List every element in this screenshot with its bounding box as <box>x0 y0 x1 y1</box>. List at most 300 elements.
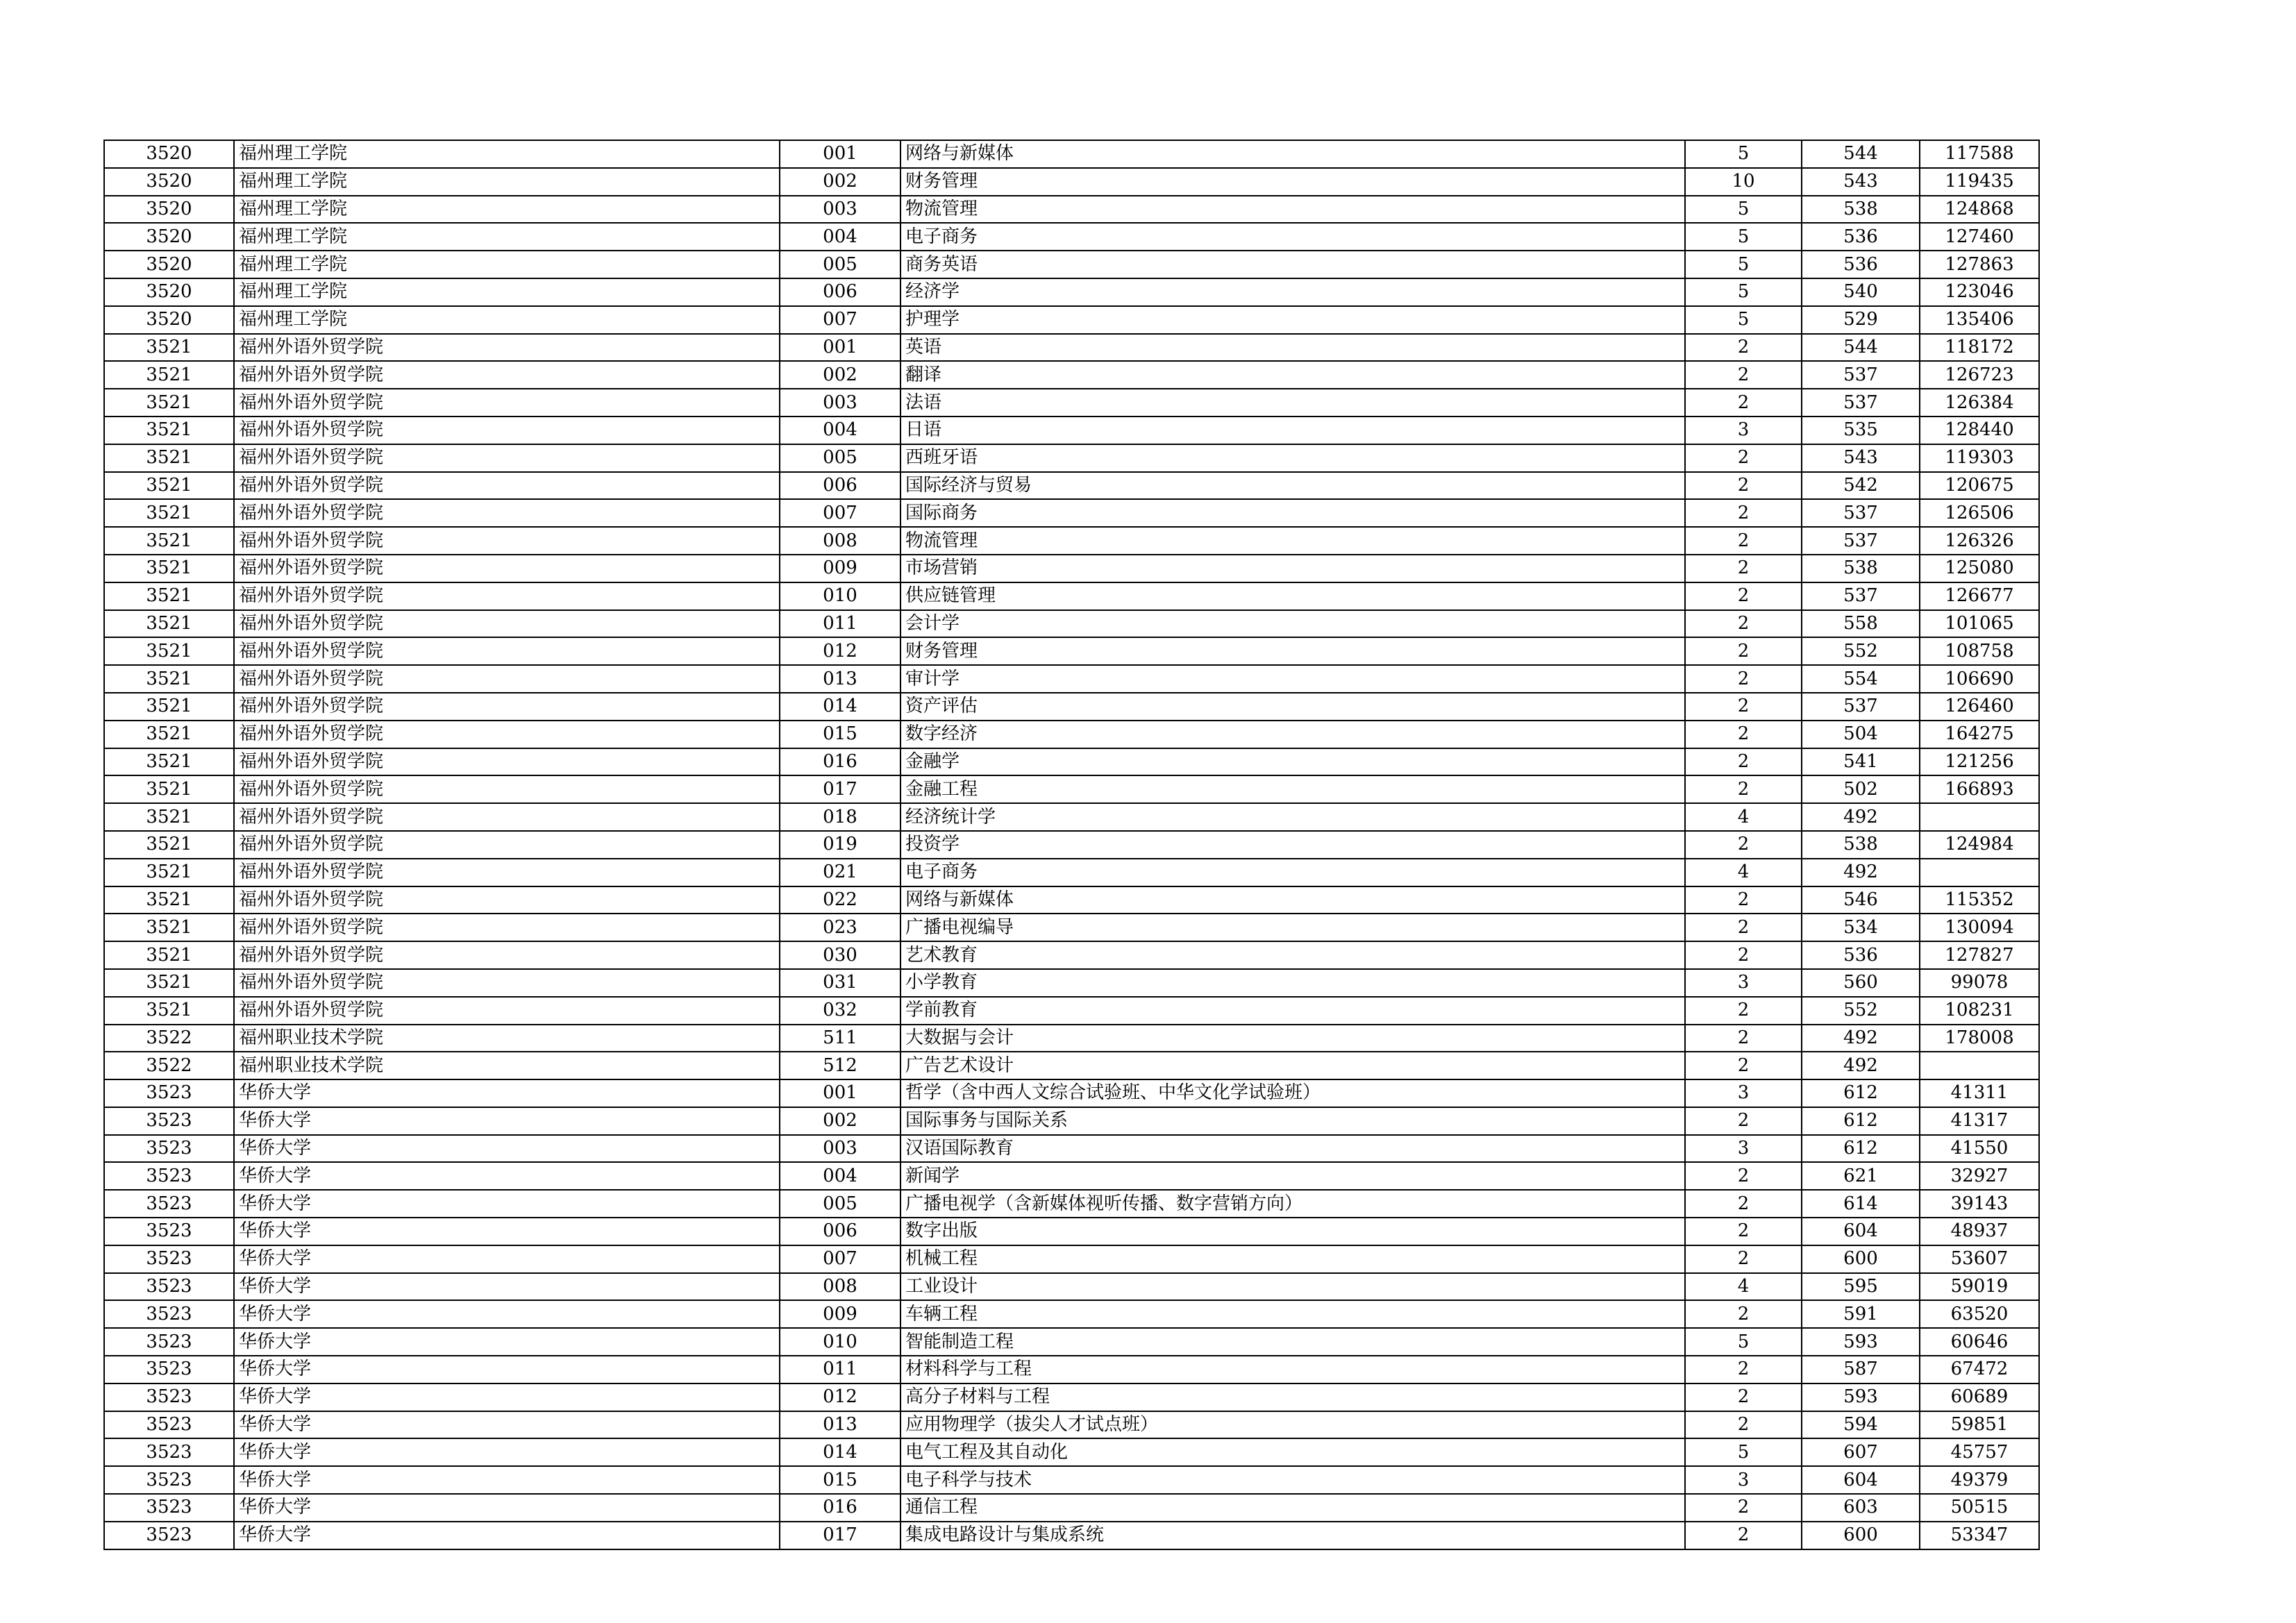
min-score-cell: 540 <box>1802 278 1920 306</box>
min-score-cell: 552 <box>1802 637 1920 665</box>
min-rank-cell: 126723 <box>1920 361 2039 389</box>
min-score-cell: 591 <box>1802 1300 1920 1328</box>
min-score-cell: 492 <box>1802 859 1920 886</box>
min-rank-cell <box>1920 803 2039 831</box>
major-name-cell: 护理学 <box>900 306 1685 334</box>
school-code-cell: 3521 <box>104 637 234 665</box>
table-row <box>104 1438 2039 1466</box>
table-row <box>104 196 2039 224</box>
table-row <box>104 914 2039 941</box>
major-code-cell: 002 <box>780 361 900 389</box>
school-code-cell: 3521 <box>104 886 234 914</box>
min-score-cell: 529 <box>1802 306 1920 334</box>
school-code-cell: 3521 <box>104 389 234 417</box>
school-name-cell: 华侨大学 <box>234 1162 780 1190</box>
major-code-cell: 006 <box>780 472 900 500</box>
table-row <box>104 1162 2039 1190</box>
min-rank-cell: 121256 <box>1920 748 2039 776</box>
min-score-cell: 504 <box>1802 721 1920 748</box>
school-name-cell: 华侨大学 <box>234 1494 780 1522</box>
table-row <box>104 997 2039 1025</box>
min-score-cell: 554 <box>1802 665 1920 693</box>
major-code-cell: 009 <box>780 555 900 582</box>
table-row <box>104 1522 2039 1549</box>
min-rank-cell: 126460 <box>1920 693 2039 721</box>
plan-count-cell: 2 <box>1685 389 1802 417</box>
min-rank-cell: 101065 <box>1920 610 2039 638</box>
min-rank-cell: 127460 <box>1920 223 2039 251</box>
table-row <box>104 334 2039 362</box>
major-code-cell: 512 <box>780 1052 900 1079</box>
major-name-cell: 通信工程 <box>900 1494 1685 1522</box>
major-name-cell: 应用物理学（拔尖人才试点班） <box>900 1411 1685 1439</box>
school-code-cell: 3520 <box>104 168 234 196</box>
school-code-cell: 3521 <box>104 721 234 748</box>
major-name-cell: 哲学（含中西人文综合试验班、中华文化学试验班） <box>900 1079 1685 1107</box>
min-score-cell: 534 <box>1802 914 1920 941</box>
min-score-cell: 604 <box>1802 1466 1920 1494</box>
major-code-cell: 014 <box>780 1438 900 1466</box>
major-name-cell: 会计学 <box>900 610 1685 638</box>
min-score-cell: 502 <box>1802 775 1920 803</box>
plan-count-cell: 2 <box>1685 914 1802 941</box>
table-row <box>104 1356 2039 1384</box>
school-name-cell: 福州外语外贸学院 <box>234 914 780 941</box>
min-rank-cell <box>1920 1052 2039 1079</box>
plan-count-cell: 2 <box>1685 1384 1802 1411</box>
major-name-cell: 学前教育 <box>900 997 1685 1025</box>
school-name-cell: 华侨大学 <box>234 1273 780 1301</box>
major-code-cell: 002 <box>780 168 900 196</box>
plan-count-cell: 2 <box>1685 1218 1802 1245</box>
plan-count-cell: 2 <box>1685 1411 1802 1439</box>
min-score-cell: 537 <box>1802 582 1920 610</box>
min-rank-cell: 99078 <box>1920 969 2039 997</box>
plan-count-cell: 2 <box>1685 1190 1802 1218</box>
school-name-cell: 福州外语外贸学院 <box>234 582 780 610</box>
min-score-cell: 593 <box>1802 1384 1920 1411</box>
major-code-cell: 013 <box>780 1411 900 1439</box>
major-name-cell: 国际商务 <box>900 499 1685 527</box>
school-name-cell: 华侨大学 <box>234 1438 780 1466</box>
min-score-cell: 536 <box>1802 941 1920 969</box>
major-code-cell: 002 <box>780 1107 900 1135</box>
plan-count-cell: 2 <box>1685 610 1802 638</box>
plan-count-cell: 2 <box>1685 472 1802 500</box>
school-name-cell: 福州外语外贸学院 <box>234 555 780 582</box>
major-code-cell: 010 <box>780 1328 900 1356</box>
school-name-cell: 福州理工学院 <box>234 223 780 251</box>
min-rank-cell: 119303 <box>1920 444 2039 472</box>
plan-count-cell: 2 <box>1685 721 1802 748</box>
major-name-cell: 汉语国际教育 <box>900 1135 1685 1163</box>
major-code-cell: 007 <box>780 1245 900 1273</box>
major-code-cell: 004 <box>780 223 900 251</box>
table-row <box>104 417 2039 444</box>
school-code-cell: 3521 <box>104 361 234 389</box>
school-name-cell: 福州外语外贸学院 <box>234 637 780 665</box>
major-name-cell: 审计学 <box>900 665 1685 693</box>
major-name-cell: 数字经济 <box>900 721 1685 748</box>
table-row <box>104 969 2039 997</box>
plan-count-cell: 2 <box>1685 748 1802 776</box>
min-score-cell: 536 <box>1802 223 1920 251</box>
major-name-cell: 车辆工程 <box>900 1300 1685 1328</box>
school-code-cell: 3521 <box>104 775 234 803</box>
major-name-cell: 金融工程 <box>900 775 1685 803</box>
major-name-cell: 经济统计学 <box>900 803 1685 831</box>
school-name-cell: 福州外语外贸学院 <box>234 748 780 776</box>
major-name-cell: 工业设计 <box>900 1273 1685 1301</box>
min-rank-cell: 124984 <box>1920 831 2039 859</box>
major-name-cell: 物流管理 <box>900 527 1685 555</box>
min-rank-cell: 106690 <box>1920 665 2039 693</box>
plan-count-cell: 4 <box>1685 859 1802 886</box>
plan-count-cell: 2 <box>1685 1245 1802 1273</box>
school-name-cell: 福州外语外贸学院 <box>234 389 780 417</box>
min-score-cell: 600 <box>1802 1245 1920 1273</box>
major-name-cell: 资产评估 <box>900 693 1685 721</box>
major-name-cell: 广播电视学（含新媒体视听传播、数字营销方向） <box>900 1190 1685 1218</box>
plan-count-cell: 5 <box>1685 1328 1802 1356</box>
min-rank-cell: 119435 <box>1920 168 2039 196</box>
school-name-cell: 福州外语外贸学院 <box>234 997 780 1025</box>
min-rank-cell: 32927 <box>1920 1162 2039 1190</box>
school-name-cell: 福州外语外贸学院 <box>234 527 780 555</box>
major-code-cell: 008 <box>780 527 900 555</box>
school-code-cell: 3520 <box>104 306 234 334</box>
plan-count-cell: 2 <box>1685 1162 1802 1190</box>
plan-count-cell: 3 <box>1685 1466 1802 1494</box>
plan-count-cell: 2 <box>1685 527 1802 555</box>
min-rank-cell: 41311 <box>1920 1079 2039 1107</box>
major-code-cell: 001 <box>780 140 900 168</box>
major-code-cell: 023 <box>780 914 900 941</box>
school-code-cell: 3523 <box>104 1356 234 1384</box>
plan-count-cell: 3 <box>1685 417 1802 444</box>
table-row <box>104 886 2039 914</box>
plan-count-cell: 2 <box>1685 637 1802 665</box>
school-code-cell: 3523 <box>104 1466 234 1494</box>
school-code-cell: 3523 <box>104 1494 234 1522</box>
min-score-cell: 544 <box>1802 140 1920 168</box>
school-code-cell: 3521 <box>104 831 234 859</box>
plan-count-cell: 2 <box>1685 775 1802 803</box>
min-score-cell: 537 <box>1802 693 1920 721</box>
major-code-cell: 005 <box>780 251 900 278</box>
major-code-cell: 017 <box>780 775 900 803</box>
table-row <box>104 1135 2039 1163</box>
table-row <box>104 1300 2039 1328</box>
table-row <box>104 1384 2039 1411</box>
table-row <box>104 1411 2039 1439</box>
major-code-cell: 003 <box>780 1135 900 1163</box>
major-code-cell: 001 <box>780 334 900 362</box>
school-name-cell: 福州外语外贸学院 <box>234 969 780 997</box>
min-rank-cell: 53607 <box>1920 1245 2039 1273</box>
min-rank-cell: 123046 <box>1920 278 2039 306</box>
plan-count-cell: 2 <box>1685 941 1802 969</box>
major-name-cell: 投资学 <box>900 831 1685 859</box>
min-score-cell: 621 <box>1802 1162 1920 1190</box>
plan-count-cell: 2 <box>1685 444 1802 472</box>
school-name-cell: 福州外语外贸学院 <box>234 693 780 721</box>
school-name-cell: 福州理工学院 <box>234 306 780 334</box>
school-code-cell: 3523 <box>104 1135 234 1163</box>
school-code-cell: 3521 <box>104 444 234 472</box>
min-rank-cell: 63520 <box>1920 1300 2039 1328</box>
school-name-cell: 华侨大学 <box>234 1522 780 1549</box>
major-name-cell: 材料科学与工程 <box>900 1356 1685 1384</box>
school-code-cell: 3521 <box>104 693 234 721</box>
plan-count-cell: 2 <box>1685 499 1802 527</box>
school-name-cell: 华侨大学 <box>234 1190 780 1218</box>
major-code-cell: 015 <box>780 1466 900 1494</box>
table-row <box>104 527 2039 555</box>
min-rank-cell: 108758 <box>1920 637 2039 665</box>
table-row <box>104 444 2039 472</box>
table-row <box>104 1328 2039 1356</box>
school-code-cell: 3523 <box>104 1162 234 1190</box>
min-score-cell: 543 <box>1802 444 1920 472</box>
admission-data-table <box>103 140 2040 1550</box>
school-name-cell: 福州外语外贸学院 <box>234 775 780 803</box>
school-name-cell: 福州外语外贸学院 <box>234 499 780 527</box>
min-rank-cell: 126326 <box>1920 527 2039 555</box>
plan-count-cell: 2 <box>1685 334 1802 362</box>
school-name-cell: 福州外语外贸学院 <box>234 444 780 472</box>
school-name-cell: 华侨大学 <box>234 1384 780 1411</box>
major-name-cell: 小学教育 <box>900 969 1685 997</box>
table-row <box>104 1079 2039 1107</box>
school-name-cell: 福州外语外贸学院 <box>234 665 780 693</box>
major-name-cell: 高分子材料与工程 <box>900 1384 1685 1411</box>
school-name-cell: 福州理工学院 <box>234 278 780 306</box>
major-name-cell: 电子商务 <box>900 223 1685 251</box>
major-name-cell: 金融学 <box>900 748 1685 776</box>
major-name-cell: 市场营销 <box>900 555 1685 582</box>
min-score-cell: 614 <box>1802 1190 1920 1218</box>
major-name-cell: 翻译 <box>900 361 1685 389</box>
min-rank-cell: 178008 <box>1920 1025 2039 1052</box>
major-code-cell: 032 <box>780 997 900 1025</box>
min-score-cell: 612 <box>1802 1079 1920 1107</box>
school-name-cell: 福州外语外贸学院 <box>234 803 780 831</box>
min-score-cell: 492 <box>1802 1025 1920 1052</box>
major-code-cell: 022 <box>780 886 900 914</box>
school-code-cell: 3523 <box>104 1218 234 1245</box>
plan-count-cell: 2 <box>1685 693 1802 721</box>
school-name-cell: 福州理工学院 <box>234 196 780 224</box>
school-name-cell: 华侨大学 <box>234 1218 780 1245</box>
min-rank-cell: 126677 <box>1920 582 2039 610</box>
major-code-cell: 003 <box>780 196 900 224</box>
school-code-cell: 3521 <box>104 914 234 941</box>
plan-count-cell: 2 <box>1685 1522 1802 1549</box>
min-rank-cell: 49379 <box>1920 1466 2039 1494</box>
school-code-cell: 3523 <box>104 1522 234 1549</box>
school-code-cell: 3521 <box>104 748 234 776</box>
table-row <box>104 499 2039 527</box>
major-code-cell: 005 <box>780 1190 900 1218</box>
major-name-cell: 英语 <box>900 334 1685 362</box>
school-code-cell: 3521 <box>104 941 234 969</box>
school-name-cell: 福州理工学院 <box>234 168 780 196</box>
plan-count-cell: 5 <box>1685 1438 1802 1466</box>
table-row <box>104 941 2039 969</box>
major-name-cell: 广告艺术设计 <box>900 1052 1685 1079</box>
major-code-cell: 010 <box>780 582 900 610</box>
min-rank-cell: 130094 <box>1920 914 2039 941</box>
major-code-cell: 016 <box>780 748 900 776</box>
major-name-cell: 电子科学与技术 <box>900 1466 1685 1494</box>
school-code-cell: 3521 <box>104 555 234 582</box>
school-name-cell: 福州职业技术学院 <box>234 1052 780 1079</box>
min-rank-cell: 39143 <box>1920 1190 2039 1218</box>
school-code-cell: 3521 <box>104 803 234 831</box>
table-row <box>104 168 2039 196</box>
major-code-cell: 006 <box>780 278 900 306</box>
min-rank-cell: 135406 <box>1920 306 2039 334</box>
table-row <box>104 251 2039 278</box>
school-code-cell: 3520 <box>104 140 234 168</box>
major-code-cell: 014 <box>780 693 900 721</box>
plan-count-cell: 2 <box>1685 997 1802 1025</box>
major-code-cell: 012 <box>780 1384 900 1411</box>
min-rank-cell: 128440 <box>1920 417 2039 444</box>
plan-count-cell: 2 <box>1685 665 1802 693</box>
major-name-cell: 广播电视编导 <box>900 914 1685 941</box>
major-name-cell: 艺术教育 <box>900 941 1685 969</box>
table-row <box>104 1466 2039 1494</box>
school-code-cell: 3523 <box>104 1107 234 1135</box>
school-name-cell: 福州外语外贸学院 <box>234 886 780 914</box>
table-row <box>104 1245 2039 1273</box>
major-code-cell: 016 <box>780 1494 900 1522</box>
min-score-cell: 594 <box>1802 1411 1920 1439</box>
plan-count-cell: 5 <box>1685 140 1802 168</box>
min-rank-cell: 59851 <box>1920 1411 2039 1439</box>
table-row <box>104 859 2039 886</box>
school-code-cell: 3521 <box>104 582 234 610</box>
min-score-cell: 537 <box>1802 361 1920 389</box>
table-row <box>104 693 2039 721</box>
min-score-cell: 603 <box>1802 1494 1920 1522</box>
school-name-cell: 福州外语外贸学院 <box>234 417 780 444</box>
school-name-cell: 华侨大学 <box>234 1245 780 1273</box>
school-name-cell: 福州外语外贸学院 <box>234 334 780 362</box>
table-row <box>104 665 2039 693</box>
plan-count-cell: 3 <box>1685 1079 1802 1107</box>
table-row <box>104 582 2039 610</box>
min-score-cell: 595 <box>1802 1273 1920 1301</box>
min-rank-cell: 59019 <box>1920 1273 2039 1301</box>
min-score-cell: 538 <box>1802 555 1920 582</box>
min-score-cell: 544 <box>1802 334 1920 362</box>
min-score-cell: 587 <box>1802 1356 1920 1384</box>
school-code-cell: 3521 <box>104 472 234 500</box>
school-code-cell: 3521 <box>104 527 234 555</box>
table-row <box>104 140 2039 168</box>
school-code-cell: 3521 <box>104 499 234 527</box>
plan-count-cell: 2 <box>1685 1300 1802 1328</box>
min-rank-cell: 45757 <box>1920 1438 2039 1466</box>
major-name-cell: 财务管理 <box>900 168 1685 196</box>
school-code-cell: 3523 <box>104 1384 234 1411</box>
min-rank-cell: 67472 <box>1920 1356 2039 1384</box>
school-name-cell: 福州外语外贸学院 <box>234 941 780 969</box>
school-name-cell: 华侨大学 <box>234 1135 780 1163</box>
major-code-cell: 007 <box>780 306 900 334</box>
plan-count-cell: 5 <box>1685 306 1802 334</box>
school-code-cell: 3521 <box>104 417 234 444</box>
plan-count-cell: 2 <box>1685 1356 1802 1384</box>
major-code-cell: 003 <box>780 389 900 417</box>
school-name-cell: 华侨大学 <box>234 1300 780 1328</box>
min-rank-cell: 126384 <box>1920 389 2039 417</box>
major-code-cell: 008 <box>780 1273 900 1301</box>
school-code-cell: 3521 <box>104 997 234 1025</box>
major-name-cell: 网络与新媒体 <box>900 886 1685 914</box>
table-row <box>104 472 2039 500</box>
major-code-cell: 013 <box>780 665 900 693</box>
major-name-cell: 物流管理 <box>900 196 1685 224</box>
major-name-cell: 集成电路设计与集成系统 <box>900 1522 1685 1549</box>
school-name-cell: 福州理工学院 <box>234 251 780 278</box>
min-score-cell: 600 <box>1802 1522 1920 1549</box>
min-score-cell: 604 <box>1802 1218 1920 1245</box>
table-row <box>104 637 2039 665</box>
school-code-cell: 3521 <box>104 969 234 997</box>
table-row <box>104 1218 2039 1245</box>
school-code-cell: 3523 <box>104 1079 234 1107</box>
min-score-cell: 612 <box>1802 1107 1920 1135</box>
min-rank-cell: 53347 <box>1920 1522 2039 1549</box>
min-score-cell: 612 <box>1802 1135 1920 1163</box>
school-code-cell: 3523 <box>104 1273 234 1301</box>
school-code-cell: 3523 <box>104 1328 234 1356</box>
school-name-cell: 华侨大学 <box>234 1356 780 1384</box>
table-row <box>104 389 2039 417</box>
major-code-cell: 009 <box>780 1300 900 1328</box>
school-code-cell: 3520 <box>104 223 234 251</box>
min-score-cell: 538 <box>1802 831 1920 859</box>
plan-count-cell: 2 <box>1685 1052 1802 1079</box>
min-rank-cell: 127863 <box>1920 251 2039 278</box>
major-name-cell: 供应链管理 <box>900 582 1685 610</box>
table-row <box>104 1107 2039 1135</box>
major-code-cell: 011 <box>780 610 900 638</box>
major-code-cell: 004 <box>780 1162 900 1190</box>
min-rank-cell: 115352 <box>1920 886 2039 914</box>
min-score-cell: 537 <box>1802 389 1920 417</box>
school-code-cell: 3521 <box>104 665 234 693</box>
min-rank-cell: 166893 <box>1920 775 2039 803</box>
major-name-cell: 西班牙语 <box>900 444 1685 472</box>
table-row <box>104 775 2039 803</box>
plan-count-cell: 2 <box>1685 555 1802 582</box>
min-rank-cell: 50515 <box>1920 1494 2039 1522</box>
table-row <box>104 610 2039 638</box>
major-code-cell: 007 <box>780 499 900 527</box>
major-name-cell: 智能制造工程 <box>900 1328 1685 1356</box>
table-row <box>104 1190 2039 1218</box>
min-rank-cell: 108231 <box>1920 997 2039 1025</box>
major-name-cell: 国际经济与贸易 <box>900 472 1685 500</box>
major-code-cell: 006 <box>780 1218 900 1245</box>
min-score-cell: 546 <box>1802 886 1920 914</box>
major-name-cell: 新闻学 <box>900 1162 1685 1190</box>
